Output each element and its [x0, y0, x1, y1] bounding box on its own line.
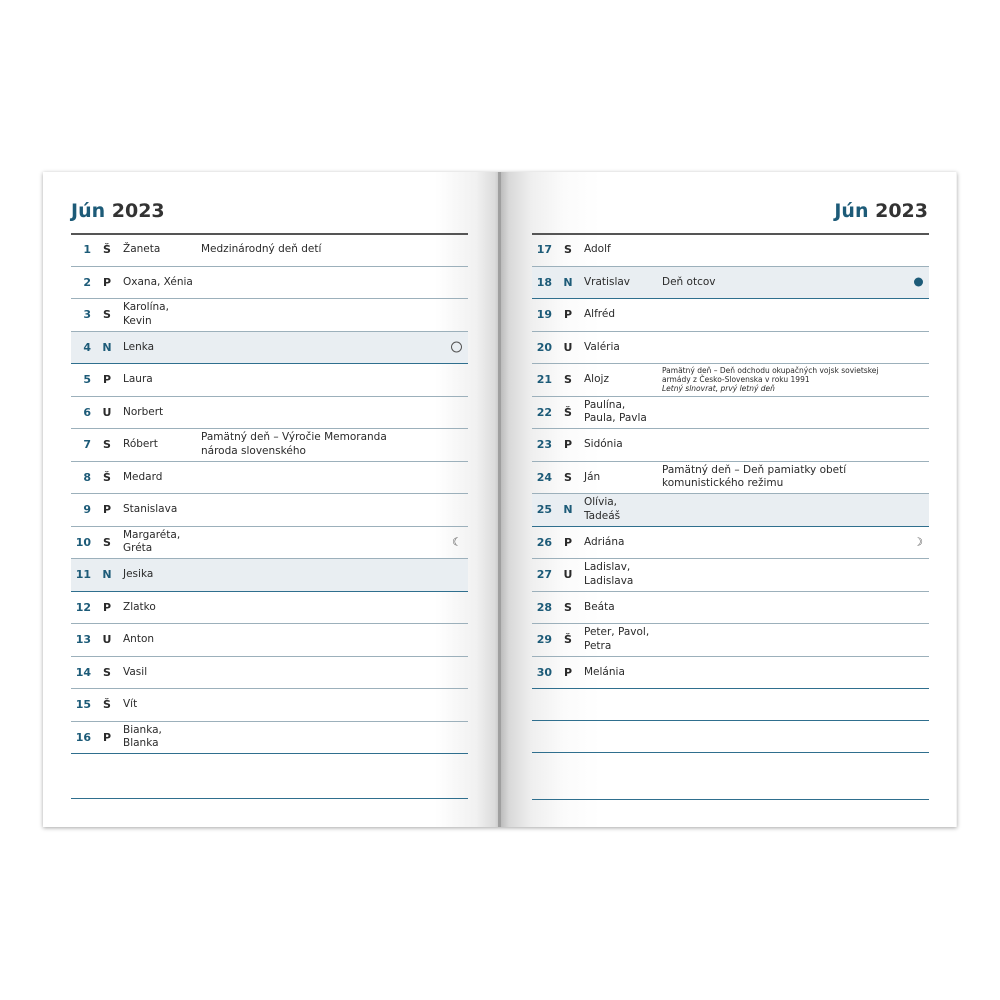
day-row: [532, 364, 929, 397]
day-number: 8: [83, 470, 91, 484]
month-label: Jún: [71, 200, 106, 222]
weekday-letter: S: [564, 373, 572, 387]
day-row: [71, 234, 468, 267]
name-day: Margaréta, Gréta: [123, 528, 181, 555]
weekday-letter: Š: [564, 405, 572, 419]
weekday-letter: N: [563, 503, 573, 517]
weekday-letter: Š: [103, 470, 111, 484]
day-row: [71, 397, 468, 430]
day-event: [662, 462, 912, 494]
name-day: Alfréd: [584, 308, 616, 320]
day-row: [71, 559, 468, 592]
name-day: Adolf: [584, 243, 611, 255]
page-title: [834, 200, 928, 222]
weekday-letter: Š: [564, 633, 572, 647]
weekday-letter: N: [563, 275, 573, 289]
first-quarter-moon-icon: ☽: [913, 535, 923, 549]
day-row: [532, 592, 929, 625]
day-row: [71, 364, 468, 397]
name-day: Ján: [584, 470, 601, 483]
day-number: 1: [83, 243, 91, 257]
weekday-letter: U: [102, 633, 112, 647]
name-day: Ladislav, Ladislava: [584, 561, 634, 587]
name-day: Anton: [123, 633, 155, 645]
month-label: Jún: [834, 200, 869, 222]
day-number: 15: [75, 698, 91, 712]
weekday-letter: N: [102, 568, 112, 582]
day-row: [71, 527, 468, 560]
blank-note-line: [532, 721, 929, 753]
day-number: 16: [75, 730, 91, 744]
weekday-letter: S: [103, 665, 111, 679]
name-day: Lenka: [123, 340, 155, 353]
day-row: [71, 722, 468, 755]
name-day: Norbert: [123, 405, 164, 418]
day-row: [532, 299, 929, 332]
day-number: 29: [536, 633, 552, 647]
day-number: 25: [536, 503, 552, 517]
day-number: 22: [536, 405, 552, 419]
name-day: Bianka, Blanka: [123, 723, 162, 750]
name-day: Alojz: [584, 373, 609, 385]
day-row: [71, 624, 468, 657]
name-day: Beáta: [584, 600, 615, 613]
name-day: Zlatko: [123, 600, 156, 613]
event-note: Letný slnovrat, prvý letný deň: [662, 384, 775, 394]
day-event: [201, 234, 451, 266]
day-row: [532, 234, 929, 267]
event-text: Deň otcov: [662, 275, 716, 288]
day-number: 23: [536, 438, 552, 452]
weekday-letter: S: [103, 308, 111, 322]
weekday-letter: N: [102, 340, 112, 354]
blank-note-line: [71, 754, 468, 799]
day-row: [71, 429, 468, 462]
day-number: 10: [75, 535, 91, 549]
weekday-letter: S: [564, 600, 572, 614]
day-number: 12: [75, 600, 91, 614]
day-number: 14: [75, 665, 91, 679]
name-day: Jesika: [123, 568, 154, 580]
day-row: [532, 657, 929, 690]
weekday-letter: P: [563, 438, 573, 452]
new-moon-icon: [914, 278, 923, 287]
weekday-letter: P: [563, 308, 573, 322]
event-text: Pamätný deň – Deň odchodu okupačných vojsk sovietskej armády z Česko-Slovenska v roku 1991: [662, 366, 879, 385]
day-number: 20: [536, 340, 552, 354]
full-moon-icon: [451, 342, 462, 353]
name-day: Stanislava: [123, 503, 178, 515]
day-number: 9: [83, 503, 91, 517]
name-day: Karolína, Kevin: [123, 301, 169, 327]
day-list: [532, 234, 929, 800]
weekday-letter: P: [563, 665, 573, 679]
day-row: [71, 494, 468, 527]
day-row: [532, 624, 929, 657]
event-text: Medzinárodný deň detí: [201, 243, 322, 255]
day-number: 2: [83, 275, 91, 289]
day-number: 26: [536, 535, 552, 549]
day-row: [71, 689, 468, 722]
day-number: 11: [75, 568, 91, 582]
name-day: Peter, Pavol, Petra: [584, 626, 650, 652]
blank-note-line: [532, 689, 929, 721]
day-row: [532, 332, 929, 365]
day-number: 24: [536, 470, 552, 484]
day-event: [662, 267, 912, 299]
day-number: 7: [83, 438, 91, 452]
event-text: Pamätný deň – Deň pamiatky obetí komunistického režimu: [662, 463, 847, 490]
page-title: [71, 200, 165, 222]
left-page: [43, 172, 499, 827]
name-day: Adriána: [584, 535, 625, 548]
day-number: 6: [83, 405, 91, 419]
year-label: 2023: [875, 200, 928, 222]
weekday-letter: U: [563, 340, 573, 354]
book-spine: [498, 172, 501, 827]
name-day: Vít: [123, 698, 138, 710]
day-row: [71, 267, 468, 300]
weekday-letter: S: [103, 535, 111, 549]
name-day: Melánia: [584, 665, 625, 678]
day-row: [71, 332, 468, 365]
name-day: Olívia, Tadeáš: [584, 496, 621, 522]
name-day: Žaneta: [123, 243, 161, 255]
day-row: [532, 462, 929, 495]
day-row: [71, 299, 468, 332]
name-day: Medard: [123, 470, 163, 483]
weekday-letter: Š: [103, 698, 111, 712]
day-row: [532, 527, 929, 560]
day-number: 28: [536, 600, 552, 614]
day-number: 3: [83, 308, 91, 322]
weekday-letter: S: [103, 438, 111, 452]
weekday-letter: P: [102, 275, 112, 289]
last-quarter-moon-icon: ☾: [452, 535, 462, 549]
name-day: Paulína, Paula, Pavla: [584, 398, 647, 425]
event-text: Pamätný deň – Výročie Memoranda národa slovenského: [201, 431, 387, 457]
weekday-letter: P: [563, 535, 573, 549]
weekday-letter: U: [102, 405, 112, 419]
day-row: [532, 559, 929, 592]
day-number: 30: [536, 665, 552, 679]
day-number: 19: [536, 308, 552, 322]
day-number: 4: [83, 340, 91, 354]
day-row: [532, 267, 929, 300]
weekday-letter: S: [564, 243, 572, 257]
day-event: [201, 429, 451, 461]
weekday-letter: P: [102, 373, 112, 387]
day-row: [71, 462, 468, 495]
day-list: [71, 234, 468, 799]
day-number: 18: [536, 275, 552, 289]
day-row: [71, 657, 468, 690]
name-day: Laura: [123, 373, 153, 385]
name-day: Sidónia: [584, 438, 623, 450]
name-day: Vasil: [123, 665, 148, 678]
weekday-letter: U: [563, 568, 573, 582]
day-number: 27: [536, 568, 552, 582]
weekday-letter: P: [102, 600, 112, 614]
day-event: [662, 364, 922, 396]
day-row: [71, 592, 468, 625]
year-label: 2023: [111, 200, 165, 222]
weekday-letter: P: [102, 503, 112, 517]
weekday-letter: P: [102, 730, 112, 744]
day-row: [532, 397, 929, 430]
open-planner: [43, 172, 957, 827]
name-day: Róbert: [123, 438, 158, 450]
day-row: [532, 429, 929, 462]
weekday-letter: S: [564, 470, 572, 484]
name-day: Oxana, Xénia: [123, 275, 193, 288]
day-number: 13: [75, 633, 91, 647]
blank-note-line: [532, 753, 929, 800]
day-number: 17: [536, 243, 552, 257]
right-page: [500, 172, 956, 827]
day-number: 21: [536, 373, 552, 387]
name-day: Valéria: [584, 340, 620, 353]
name-day: Vratislav: [584, 275, 631, 288]
day-number: 5: [83, 373, 91, 387]
day-row: [532, 494, 929, 527]
weekday-letter: Š: [103, 243, 111, 257]
